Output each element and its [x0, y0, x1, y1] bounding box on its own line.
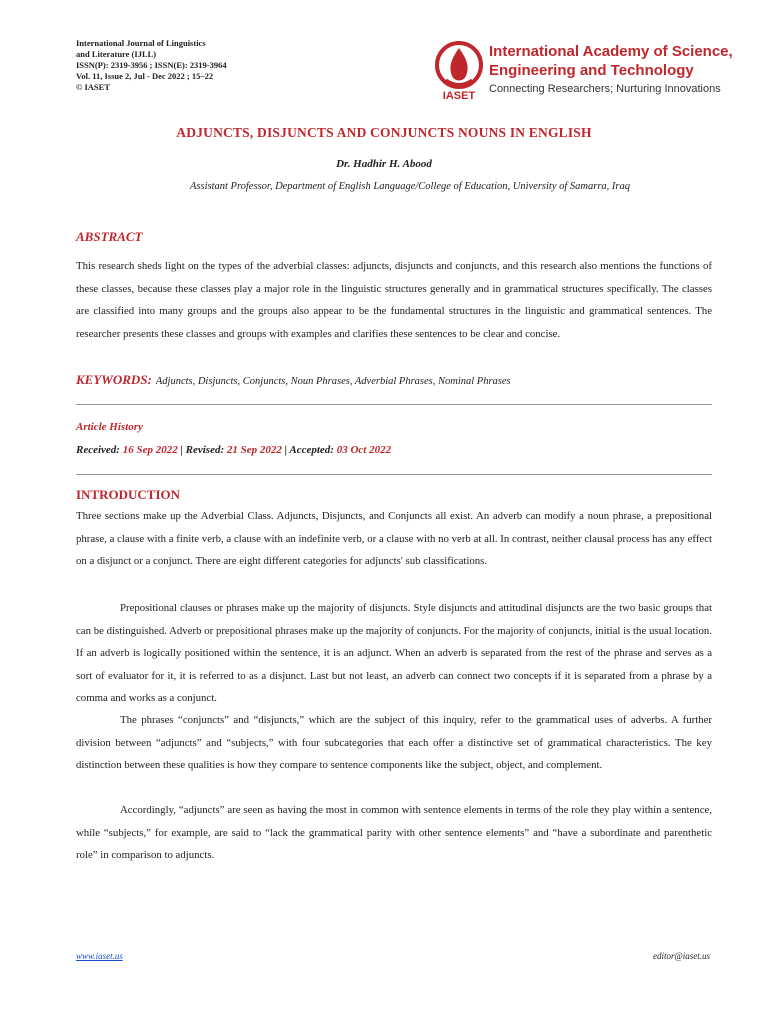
- received-date: 16 Sep 2022: [122, 444, 178, 456]
- intro-paragraph-4: Accordingly, “adjuncts” are seen as having the most in common with sentence elements in terms of the role they play within a sentence, while “subjects,” for example, are said to “lack the grammatical parity with other sentence elements” and “have a subordinate and parenthetic role” in comparison to adjuncts.: [76, 804, 712, 861]
- logo-mark-text: IASET: [442, 90, 476, 102]
- received-label: Received:: [76, 444, 120, 456]
- article-history-heading: Article History: [76, 421, 143, 433]
- article-history-dates: [76, 444, 391, 456]
- journal-volume: Vol. 11, Issue 2, Jul - Dec 2022 ; 15–22: [76, 71, 214, 81]
- intro-paragraph-1: Three sections make up the Adverbial Class. Adjuncts, Disjuncts, and Conjuncts all exist. An adverb can modify a noun phrase, a prepositional phrase, a clause with a finite verb, a clause with an indefinite verb, or a clause with no verb at all. In contrast, neither clausal process has any effect on a disjunct or a conjunct. There are eight different categories for adjuncts' sub classifications.: [76, 510, 712, 567]
- logo-line2: Engineering and Technology: [489, 62, 694, 79]
- journal-issn: ISSN(P): 2319-3956 ; ISSN(E): 2319-3964: [76, 60, 227, 70]
- journal-name-line1: International Journal of Linguistics: [76, 38, 206, 48]
- abstract-text: This research sheds light on the types of the adverbial classes: adjuncts, disjuncts and conjuncts, and this research also mentions the functions of these classes, because these classes play a major role in the linguistic structures generally and in grammatical structures specifically. The classes are classified into many groups and the groups also appear to be the fundamental structures in the linguistic and grammatical sentences. The researcher presents these classes and groups with examples and clarifies these sentences to be clear and concise.: [76, 260, 712, 340]
- website-link[interactable]: www.iaset.us: [76, 951, 123, 961]
- intro-paragraph-3: The phrases “conjuncts” and “disjuncts,” which are the subject of this inquiry, refer to the grammatical uses of adverbs. A further division between “adjuncts” and “subjects,” with four subcategories that each offer a distinctive set of grammatical characteristics. The key distinction between these qualities is how they compare to sentence components like the subject, object, and complement.: [76, 714, 712, 771]
- author-affiliation: Assistant Professor, Department of English Language/College of Education, University of Samarra, Iraq: [189, 181, 630, 192]
- footer-email: editor@iaset.us: [652, 951, 710, 961]
- iaset-logo: [432, 38, 732, 102]
- divider: [76, 404, 712, 405]
- journal-name-line2: and Literature (IJLL): [76, 49, 157, 59]
- paper-author: Dr. Hadhir H. Abood: [336, 158, 432, 170]
- introduction-heading: INTRODUCTION: [76, 487, 181, 502]
- journal-info: [76, 38, 227, 93]
- paper-title: ADJUNCTS, DISJUNCTS AND CONJUNCTS NOUNS IN ENGLISH: [176, 125, 592, 140]
- logo-tagline: Connecting Researchers; Nurturing Innovations: [489, 83, 721, 95]
- keywords-label: KEYWORDS:: [76, 372, 152, 387]
- logo-line1: International Academy of Science,: [489, 43, 733, 60]
- logo-text: [489, 42, 733, 95]
- journal-copyright: © IASET: [76, 82, 110, 92]
- intro-paragraph-2: Prepositional clauses or phrases make up the majority of disjuncts. Style disjuncts and attitudinal disjuncts are the two basic groups that can be distinguished. Adverb or prepositional phrases make up the majority of conjuncts. For the majority of conjuncts, initial is the usual location. If an adverb is logically positioned within the sentence, it is an adjunct. When an adverb is separated from the rest of the phrase and serves as a sort of evaluator for it, it is referred to as a disjunct. Last but not least, an adverb can connect two concepts if it is separated from a phrase by a comma and works as a conjunct.: [76, 602, 712, 704]
- iaset-logo-mark: [432, 38, 486, 102]
- keywords-text: Adjuncts, Disjuncts, Conjuncts, Noun Phrases, Adverbial Phrases, Nominal Phrases: [155, 376, 511, 387]
- revised-date: 21 Sep 2022: [226, 444, 282, 456]
- keywords: [76, 371, 736, 389]
- accepted-label: | Accepted:: [284, 444, 334, 456]
- abstract-heading: ABSTRACT: [76, 229, 143, 244]
- divider: [76, 474, 712, 475]
- accepted-date: 03 Oct 2022: [336, 444, 392, 456]
- revised-label: | Revised:: [180, 444, 225, 456]
